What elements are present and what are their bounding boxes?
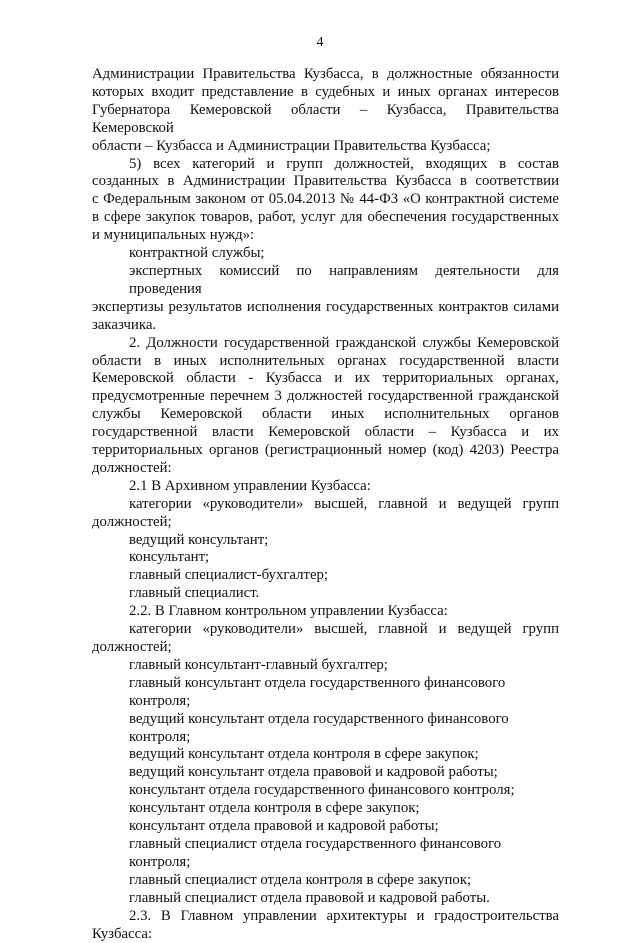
text-line: должностей; xyxy=(92,639,559,657)
text-line: Администрации Правительства Кузбасса, в должностные обязанности xyxy=(92,66,559,84)
text-line: консультант; xyxy=(92,549,559,567)
text-line: категории «руководители» высшей, главной и ведущей групп xyxy=(92,621,559,639)
text-line: предусмотренные перечнем 3 должностей государственной гражданской xyxy=(92,388,559,406)
text-line: Кемеровской области - Кузбасса и их территориальных органах, xyxy=(92,370,559,388)
text-line: Губернатора Кемеровской области – Кузбасса, Правительства Кемеровской xyxy=(92,102,559,138)
text-line: 5) всех категорий и групп должностей, входящих в состав xyxy=(92,156,559,174)
text-line: созданных в Администрации Правительства Кузбасса в соответствии xyxy=(92,173,559,191)
text-line: территориальных органов (регистрационный номер (код) 4203) Реестра xyxy=(92,442,559,460)
page-number: 4 xyxy=(0,34,640,52)
text-line: должностей: xyxy=(92,460,559,478)
text-line: главный специалист. xyxy=(92,585,559,603)
text-line: ведущий консультант отдела государственного финансового контроля; xyxy=(92,711,559,747)
text-line: 2. Должности государственной гражданской службы Кемеровской xyxy=(92,335,559,353)
text-line: главный консультант отдела государственного финансового контроля; xyxy=(92,675,559,711)
text-line: главный консультант-главный бухгалтер; xyxy=(92,657,559,675)
text-line: ведущий консультант отдела контроля в сфере закупок; xyxy=(92,746,559,764)
text-line: 2.3. В Главном управлении архитектуры и градостроительства xyxy=(92,908,559,926)
text-line: ведущий консультант; xyxy=(92,532,559,550)
text-line: главный специалист отдела государственного финансового контроля; xyxy=(92,836,559,872)
text-line: в сфере закупок товаров, работ, услуг для обеспечения государственных xyxy=(92,209,559,227)
text-line: 2.2. В Главном контрольном управлении Кузбасса: xyxy=(92,603,559,621)
text-line: и муниципальных нужд»: xyxy=(92,227,559,245)
text-line: контрактной службы; xyxy=(92,245,559,263)
text-line: 2.1 В Архивном управлении Кузбасса: xyxy=(92,478,559,496)
text-line: экспертных комиссий по направлениям деятельности для проведения xyxy=(92,263,559,299)
text-line: главный специалист отдела контроля в сфере закупок; xyxy=(92,872,559,890)
text-line: экспертизы результатов исполнения государственных контрактов силами xyxy=(92,299,559,317)
text-line: должностей; xyxy=(92,514,559,532)
text-line: категории «руководители» высшей, главной и ведущей групп xyxy=(92,496,559,514)
text-line: консультант отдела государственного финансового контроля; xyxy=(92,782,559,800)
text-line: области – Кузбасса и Администрации Правительства Кузбасса; xyxy=(92,138,559,156)
text-line: Кузбасса: xyxy=(92,926,559,943)
document-body xyxy=(92,66,559,943)
text-line: консультант отдела правовой и кадровой работы; xyxy=(92,818,559,836)
text-line: консультант отдела контроля в сфере закупок; xyxy=(92,800,559,818)
text-line: с Федеральным законом от 05.04.2013 № 44-ФЗ «О контрактной системе xyxy=(92,191,559,209)
text-line: ведущий консультант отдела правовой и кадровой работы; xyxy=(92,764,559,782)
text-line: главный специалист отдела правовой и кадровой работы. xyxy=(92,890,559,908)
text-line: государственной власти Кемеровской области – Кузбасса и их xyxy=(92,424,559,442)
text-line: заказчика. xyxy=(92,317,559,335)
text-line: главный специалист-бухгалтер; xyxy=(92,567,559,585)
text-line: которых входит представление в судебных и иных органах интересов xyxy=(92,84,559,102)
text-line: области в иных исполнительных органах государственной власти xyxy=(92,353,559,371)
text-line: службы Кемеровской области иных исполнительных органов xyxy=(92,406,559,424)
